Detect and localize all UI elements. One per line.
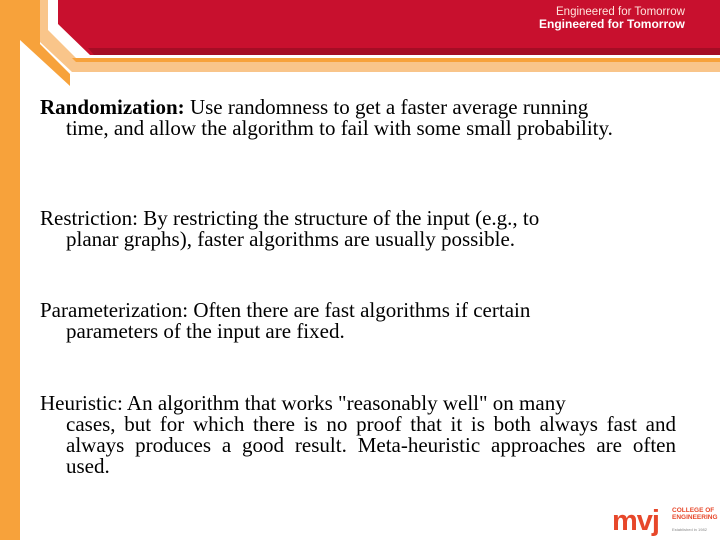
paragraph-restriction bbox=[40, 208, 539, 250]
header-red-stripe bbox=[88, 48, 720, 55]
paragraph-first-line: : By restricting the structure of the input (e.g., to bbox=[132, 206, 540, 230]
logo-subtitle: Established in 1982 bbox=[672, 527, 707, 532]
term-heuristic: Heuristic bbox=[40, 391, 117, 415]
paragraph-continuation: parameters of the input are fixed. bbox=[66, 319, 345, 343]
header-tagline: Engineered for Tomorrow bbox=[539, 17, 685, 31]
term-randomization: Randomization: bbox=[40, 95, 185, 119]
paragraph-first-line: Use randomness to get a faster average running bbox=[184, 95, 589, 119]
logo-line2: ENGINEERING bbox=[672, 514, 718, 521]
logo-text bbox=[672, 507, 718, 521]
header-orange-line bbox=[72, 58, 720, 62]
paragraph-randomization bbox=[40, 97, 613, 139]
paragraph-continuation: cases, but for which there is no proof that it is both always fast and always produces a good result. Meta-heuristic approaches are often used. bbox=[66, 412, 676, 478]
frame-orange-left bbox=[0, 0, 20, 540]
paragraph-parameterization bbox=[40, 300, 530, 342]
term-restriction: Restriction bbox=[40, 206, 133, 230]
paragraph-first-line: : An algorithm that works "reasonably well" on many bbox=[116, 391, 566, 415]
paragraph-continuation: time, and allow the algorithm to fail with some small probability. bbox=[66, 116, 613, 140]
paragraph-continuation: planar graphs), faster algorithms are usually possible. bbox=[66, 227, 516, 251]
header-tagline-faint: Engineered for Tomorrow bbox=[556, 6, 685, 18]
paragraph-first-line: : Often there are fast algorithms if certain bbox=[182, 298, 531, 322]
logo-line1: COLLEGE OF bbox=[672, 507, 715, 514]
term-parameterization: Parameterization bbox=[40, 298, 183, 322]
logo-mark: mvj bbox=[612, 505, 659, 537]
paragraph-heuristic bbox=[40, 393, 676, 477]
